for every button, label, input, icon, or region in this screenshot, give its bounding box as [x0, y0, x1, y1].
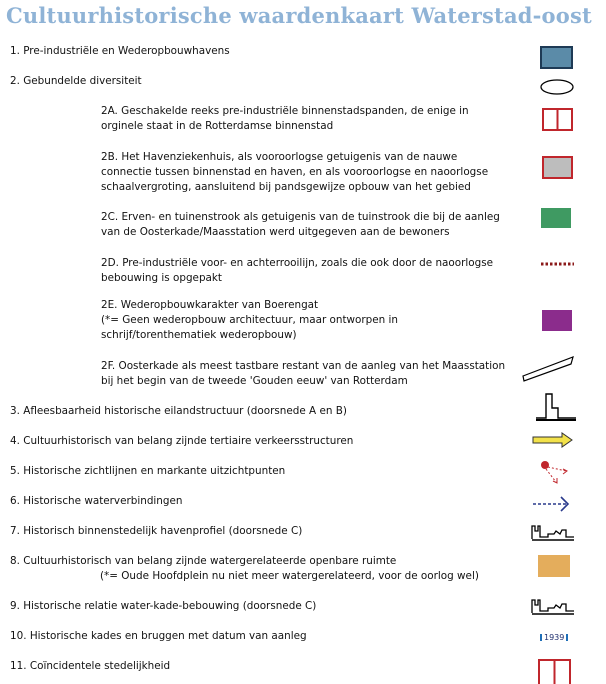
legend-item-6-text: 6. Historische waterverbindingen: [10, 495, 183, 507]
purple-rectangle-icon: [542, 310, 574, 332]
legend-item-11-text: 11. Coïncidentele stedelijkheid: [10, 660, 171, 672]
legend-item-2e-text: 2E. Wederopbouwkarakter van Boerengat: [101, 299, 319, 311]
legend-item-2a-text: 2A. Geschakelde reeks pre-industriële binnenstadspanden, de enige in orginele staat in de Rotterdamse binnenstad: [101, 105, 469, 132]
section-profile-tall-icon: [534, 390, 578, 422]
legend-item-3-text: 3. Afleesbaarheid historische eilandstructuur (doorsnede A en B): [10, 405, 347, 417]
harbour-profile-icon: [530, 596, 576, 616]
legend-item-8-note: (*= Oude Hoofdplein nu niet meer watergerelateerd, voor de oorlog wel): [100, 570, 479, 582]
page-title: Cultuurhistorische waardenkaart Waterstad-oost: [6, 3, 592, 28]
ellipse-outline-icon: [539, 78, 575, 96]
viewpoint-icon: [536, 456, 574, 488]
date-label: 1939: [544, 633, 565, 642]
legend-item-1-text: 1. Pre-industriële en Wederopbouwhavens: [10, 45, 230, 57]
wedge-outline-icon: [520, 354, 576, 384]
legend-item-2e-note: (*= Geen wederopbouw architectuur, maar ontworpen in schrijf/torenthematiek wederopbouw): [101, 314, 399, 341]
legend-item-2d-text: 2D. Pre-industriële voor- en achterrooilijn, zoals die ook door de naoorlogse bebouwing is opgepakt: [101, 257, 494, 284]
yellow-arrow-icon: [532, 432, 574, 448]
legend-item-10-text: 10. Historische kades en bruggen met datum van aanleg: [10, 630, 307, 642]
harbour-profile-icon: [530, 522, 576, 542]
legend-item-7-text: 7. Historisch binnenstedelijk havenprofiel (doorsnede C): [10, 525, 303, 537]
legend-item-9-text: 9. Historische relatie water-kade-bebouwing (doorsnede C): [10, 600, 317, 612]
legend-item-8-text: 8. Cultuurhistorisch van belang zijnde watergerelateerde openbare ruimte: [10, 555, 397, 567]
legend-item-2f-text: 2F. Oosterkade als meest tastbare restant van de aanleg van het Maasstation bij het begin van de tweede 'Gouden eeuw' van Rotterdam: [101, 360, 506, 387]
orange-rectangle-icon: [538, 555, 572, 579]
legend-item-5-text: 5. Historische zichtlijnen en markante uitzichtpunten: [10, 465, 286, 477]
date-label-icon: [540, 633, 568, 643]
legend-item-2b-text: 2B. Het Havenziekenhuis, als vooroorlogse getuigenis van de nauwe connectie tussen binnenstad en haven, en als vooroorlogse en naoorlogse schaalvergroting, aansluitend bij pandsgewijze opbouw van het gebied: [101, 151, 489, 193]
red-split-rectangle-icon: [538, 659, 572, 684]
steel-blue-filled-rectangle-icon: [540, 46, 574, 70]
red-split-rectangle-icon: [542, 108, 574, 132]
dashed-blue-arrow-icon: [532, 495, 572, 513]
grey-red-rectangle-icon: [542, 156, 574, 180]
dotted-red-line-icon: [540, 260, 576, 268]
legend-item-2c-text: 2C. Erven- en tuinenstrook als getuigenis van de tuinstrook die bij de aanleg van de Oosterkade/Maasstation werd uitgegeven aan de bewoners: [101, 211, 500, 238]
legend-item-2-text: 2. Gebundelde diversiteit: [10, 75, 142, 87]
green-rectangle-icon: [541, 208, 573, 230]
legend-item-4-text: 4. Cultuurhistorisch van belang zijnde tertiaire verkeersstructuren: [10, 435, 354, 447]
